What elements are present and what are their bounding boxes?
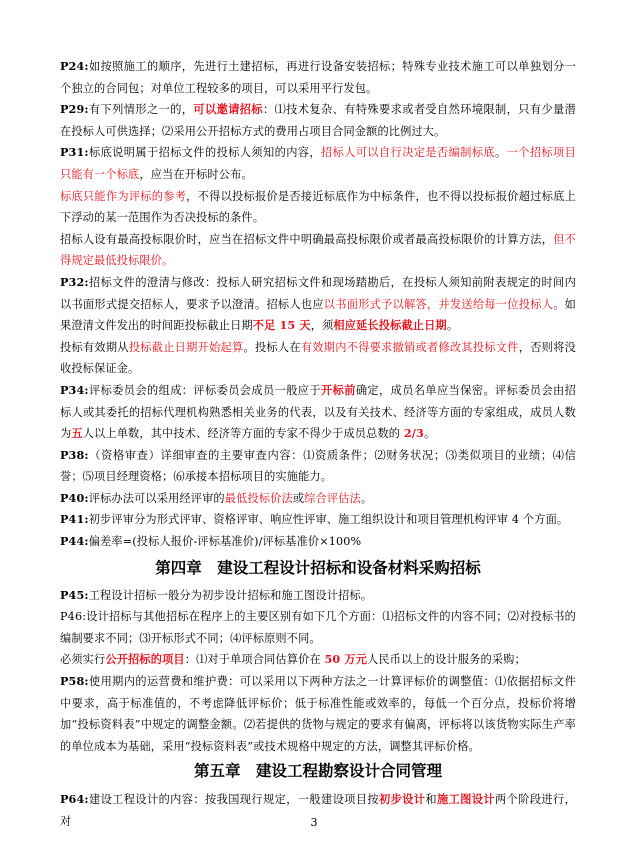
paragraph-p40: P40:评标办法可以采用经评审的最低投标价法或综合评估法。 xyxy=(60,490,373,505)
paragraph-p44: P44:偏差率=(投标人报价-评标基准价)/评标基准价×100% xyxy=(60,534,362,549)
paragraph-p41: P41:初步评审分为形式评审、资格评审、响应性评审、施工组织设计和项目管理机构评审 4 个方面。 xyxy=(60,512,569,527)
label-p45: P45: xyxy=(60,587,89,602)
page-number: 3 xyxy=(310,816,318,829)
highlight-invite-bidding: 可以邀请招标 xyxy=(193,102,264,117)
label-p31: P31: xyxy=(60,145,89,160)
paragraph-p32b: 投标有效期从投标截止日期开始起算。投标人在有效期内不得要求撤销或者修改其投标文件，否则将没收投标保证金。 xyxy=(60,340,576,376)
label-p64: P64: xyxy=(60,792,89,807)
label-p58: P58: xyxy=(60,674,89,689)
label-p38: P38: xyxy=(60,447,89,462)
paragraph-p31c: 招标人设有最高投标限价时，应当在招标文件中明确最高投标限价或者最高投标限价的计算方法，但不得规定最低投标限价。 xyxy=(60,232,576,268)
label-p24: P24: xyxy=(60,59,89,73)
paragraph-p45: P45:工程设计招标一般分为初步设计招标和施工图设计招标。 xyxy=(60,587,373,602)
label-p46: P46: xyxy=(60,610,87,624)
paragraph-p29: P29:有下列情形之一的，可以邀请招标：⑴技术复杂、有特殊要求或者受自然环境限制，只有少量潜在投标人可供选择；⑵采用公开招标方式的费用占项目合同金额的比例过大。 xyxy=(60,102,576,138)
label-p29: P29: xyxy=(60,102,89,117)
paragraph-p58: P58:使用期内的运营费和维护费：可以采用以下两种方法之一计算评标价的调整值：⑴依据招标文件中要求，高于标准值的，不考虑降低评标价；低于标准性能或效率的，每低一个百分点，投标价将增加“投标资料表”中规定的调整金额。⑵若提供的货物与规定的要求有偏离，评标将以该货物实际生产率的单位成本为基础，采用“投标资料表”或技术规格中规定的方法，调整其评标价格。 xyxy=(60,674,576,753)
chapter-4-heading: 第四章 建设工程设计招标和设备材料采购招标 xyxy=(155,557,481,577)
label-p44: P44: xyxy=(60,534,89,549)
paragraph-p64: P64:建设工程设计的内容：按我国现行规定，一般建设项目按初步设计和施工图设计两个阶段进行，对 xyxy=(60,792,576,828)
paragraph-p46: P46:设计招标与其他招标在程序上的主要区别有如下几个方面：⑴招标文件的内容不同；⑵对投标书的编制要求不同；⑶开标形式不同；⑷评标原则不同。 xyxy=(60,610,576,645)
label-p32: P32: xyxy=(60,274,89,289)
paragraph-p34: P34:评标委员会的组成：评标委员会成员一般应于开标前确定，成员名单应当保密。评标委员会由招标人或其委托的招标代理机构熟悉相关业务的代表，以及有关技术、经济等方面的专家组成，成员人数为五人以上单数，其中技术、经济等方面的专家不得少于成员总数的 2/3。 xyxy=(60,382,576,441)
paragraph-p38: P38:（资格审查）详细审查的主要审查内容：⑴资质条件；⑵财务状况；⑶类似项目的业绩；⑷信誉；⑸项目经理资格；⑹承接本招标项目的实施能力。 xyxy=(60,447,576,484)
label-p34: P34: xyxy=(60,382,89,397)
paragraph-p31b: 标底只能作为评标的参考，不得以投标报价是否接近标底作为中标条件，也不得以投标报价超过标底上下浮动的某一范围作为否决投标的条件。 xyxy=(60,189,576,225)
paragraph-p31a: P31:标底说明属于招标文件的投标人须知的内容，招标人可以自行决定是否编制标底。一个招标项目只能有一个标底，应当在开标时公布。 xyxy=(60,145,576,181)
paragraph-open-bidding: 必须实行公开招标的项目：⑴对于单项合同估算价在 50 万元人民币以上的设计服务的采购； xyxy=(60,652,526,667)
chapter-5-heading: 第五章 建设工程勘察设计合同管理 xyxy=(193,761,442,781)
paragraph-p32a: P32:招标文件的澄清与修改：投标人研究招标文件和现场踏勘后，在投标人须知前附表规定的时间内以书面形式提交招标人，要求予以澄清。招标人也应以书面形式予以解答，并发送给每一位投标人。如果澄清文件发出的时间距投标截止日期不足 15 天，须相应延长投标截止日期。 xyxy=(60,274,576,333)
paragraph-p24: P24:如按照施工的顺序，先进行土建招标，再进行设备安装招标；特殊专业技术施工可以单独划分一个独立的合同包；对单位工程较多的项目，可以采用平行发包。 xyxy=(60,59,576,95)
label-p41: P41: xyxy=(60,512,89,527)
label-p40: P40: xyxy=(60,490,89,505)
